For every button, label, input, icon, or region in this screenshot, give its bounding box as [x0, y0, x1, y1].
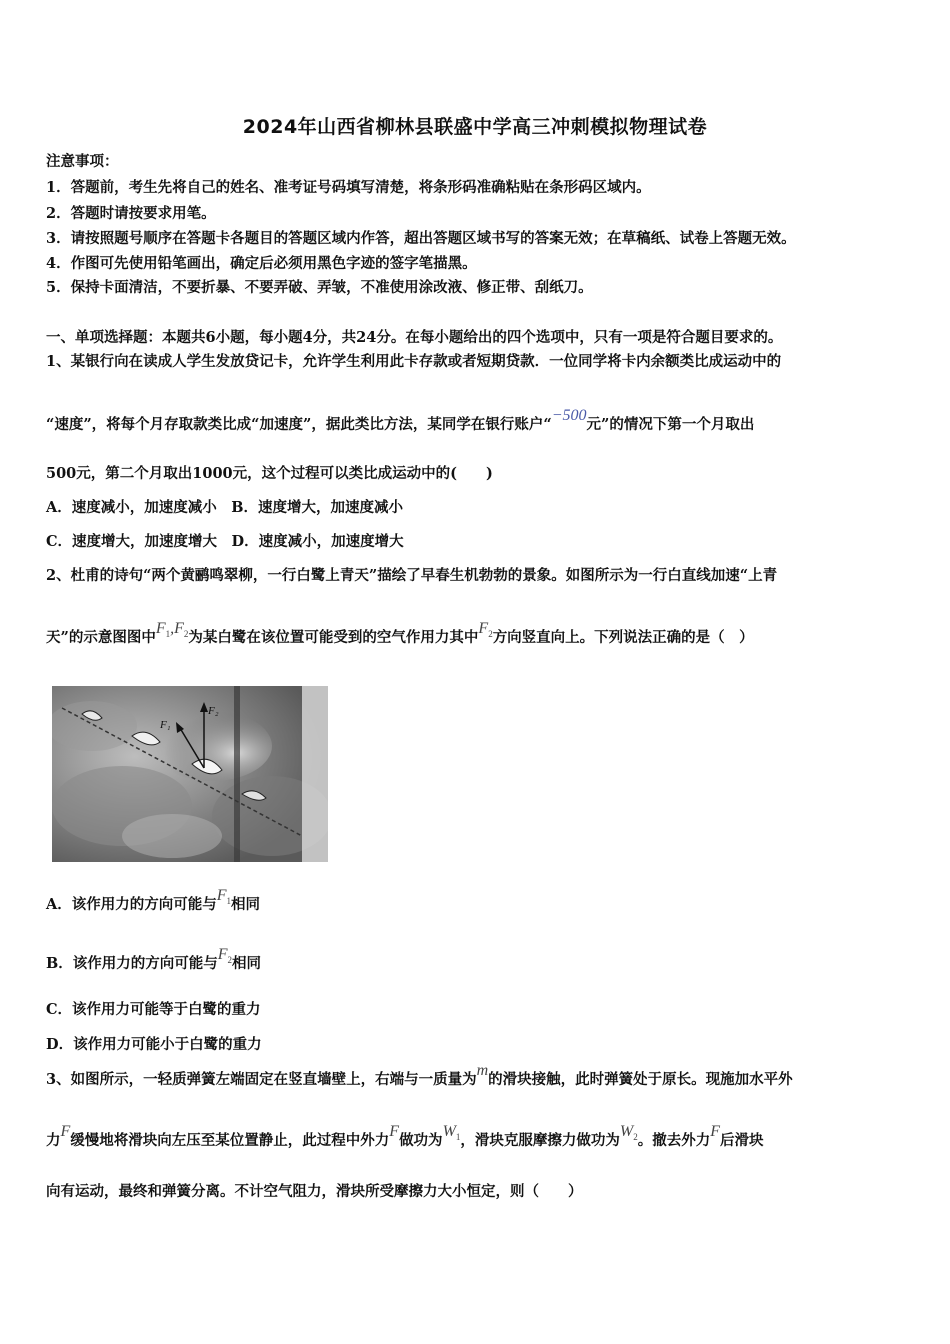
q2-stem-line2 [46, 620, 754, 653]
q2-math-f2: $F_2$ [478, 620, 493, 640]
q3-stem-line1: 3、如图所示，一轻质弹簧左端固定在竖直墙壁上，右端与一质量为m的滑块接触，此时弹簧处于原长。现施加水平外 [46, 1062, 793, 1088]
q2-option-c: C．该作用力可能等于白鹭的重力 [46, 1001, 261, 1018]
label-f1: F₁ [160, 719, 171, 731]
q2-option-b: B．该作用力的方向可能与$F_2$相同 [46, 946, 262, 972]
q2-option-a: A．该作用力的方向可能与$F_1$相同 [46, 887, 261, 913]
section-heading: 一、单项选择题：本题共6小题，每小题4分，共24分。在每小题给出的四个选项中，只有一项是符合题目要求的。 [46, 329, 783, 346]
q3-math-F: F [710, 1123, 720, 1140]
q1-amount: −500 [551, 407, 587, 424]
egret-photo [52, 686, 328, 862]
q3-math-m: m [476, 1062, 489, 1079]
q2-stem-line1: 2、杜甫的诗句“两个黄鹂鸣翠柳，一行白鹭上青天”描绘了早春生机勃勃的景象。如图所示为一行白直线加速“上青 [46, 567, 778, 584]
q2-stem-text: 为某白鹭在该位置可能受到的空气作用力其中 [188, 629, 479, 646]
q1-options-cd: C．速度增大，加速度增大 D．速度减小，加速度增大 [46, 533, 404, 550]
q3-math-w1: $W_1$ [442, 1123, 461, 1143]
q2-option-a-math: $F_1$ [216, 887, 232, 907]
note-item: 1．答题前，考生先将自己的姓名、准考证号码填写清楚，将条形码准确粘贴在条形码区域内。 [46, 179, 651, 196]
q1-stem-line2 [46, 407, 755, 435]
q3-math-F: F [60, 1123, 71, 1140]
label-f2: F₂ [208, 705, 219, 717]
q2-stem-text: 天”的示意图图中 [46, 629, 156, 646]
q1-stem-text: “速度”，将每个月存取款类比成“加速度”，据此类比方法，某同学在银行账户“ [46, 416, 552, 433]
q1-stem-line1: 1、某银行向在读成人学生发放贷记卡，允许学生利用此卡存款或者短期贷款．一位同学将卡内余额类比成运动中的 [46, 353, 782, 370]
q2-option-d: D．该作用力可能小于白鹭的重力 [46, 1036, 262, 1053]
q3-math-w2: $W_2$ [619, 1123, 638, 1143]
q2-option-b-math: $F_2$ [217, 946, 233, 966]
note-item: 2．答题时请按要求用笔。 [46, 205, 216, 222]
q3-stem-line3: 向有运动，最终和弹簧分离。不计空气阻力，滑块所受摩擦力大小恒定，则（ ） [46, 1183, 583, 1200]
q1-stem-text: 元”的情况下第一个月取出 [586, 416, 755, 433]
q1-stem-line3: 500元，第二个月取出1000元，这个过程可以类比成运动中的( ) [46, 465, 493, 482]
note-item: 3．请按照题号顺序在答题卡各题目的答题区域内作答，超出答题区域书写的答案无效；在草稿纸、试卷上答题无效。 [46, 230, 796, 247]
note-item: 4．作图可先使用铅笔画出，确定后必须用黑色字迹的签字笔描黑。 [46, 255, 477, 272]
q2-stem-text: 方向竖直向上。下列说法正确的是（ ） [492, 629, 754, 646]
notes-header: 注意事项： [46, 153, 119, 170]
note-item: 5．保持卡面清洁，不要折暴、不要弄破、弄皱，不准使用涂改液、修正带、刮纸刀。 [46, 279, 593, 296]
q2-math-f1-f2: $F_1,F_2$ [155, 620, 189, 640]
q3-math-F: F [389, 1123, 400, 1140]
page-title: 2024年山西省柳林县联盛中学高三冲刺模拟物理试卷 [242, 116, 708, 138]
q1-options-ab: A．速度减小，加速度减小 B．速度增大，加速度减小 [46, 499, 404, 516]
q3-stem-line2: 力F缓慢地将滑块向左压至某位置静止，此过程中外力F做功为$W_1$，滑块克服摩擦力做功为$W_2$。撤去外力F后滑块 [46, 1123, 764, 1149]
